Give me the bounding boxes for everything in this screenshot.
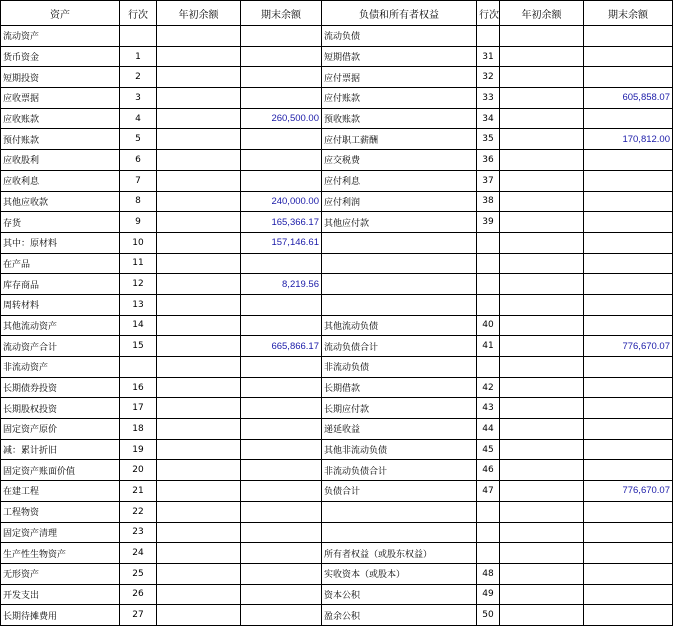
asset-label-cell[interactable]: 存货	[1, 212, 120, 233]
asset-ending-balance-cell[interactable]	[241, 419, 322, 440]
liability-label-cell[interactable]: 负债合计	[322, 481, 477, 502]
liability-beginning-balance-cell[interactable]	[500, 357, 584, 378]
table-row	[1, 357, 673, 378]
asset-row-number-cell[interactable]: 16	[120, 377, 157, 398]
asset-beginning-balance-cell[interactable]	[157, 46, 241, 67]
asset-label-cell[interactable]: 长期待摊费用	[1, 605, 120, 626]
liability-ending-balance-cell[interactable]	[584, 377, 673, 398]
liability-beginning-balance-cell[interactable]	[500, 232, 584, 253]
liability-ending-balance-cell[interactable]	[584, 294, 673, 315]
liability-ending-balance-cell[interactable]	[584, 563, 673, 584]
liability-beginning-balance-cell[interactable]	[500, 501, 584, 522]
liability-label-cell[interactable]: 非流动负债合计	[322, 460, 477, 481]
liability-row-number-cell[interactable]	[477, 232, 500, 253]
asset-ending-balance-cell[interactable]: 157,146.61	[241, 232, 322, 253]
liability-beginning-balance-cell[interactable]	[500, 26, 584, 47]
liability-label-cell[interactable]: 其他应付款	[322, 212, 477, 233]
liability-row-number-cell[interactable]: 38	[477, 191, 500, 212]
liability-ending-balance-cell[interactable]	[584, 315, 673, 336]
asset-label-cell[interactable]: 在建工程	[1, 481, 120, 502]
liability-label-cell[interactable]: 长期借款	[322, 377, 477, 398]
liability-ending-balance-cell[interactable]: 776,670.07	[584, 336, 673, 357]
liability-beginning-balance-cell[interactable]	[500, 253, 584, 274]
asset-label-cell[interactable]: 无形资产	[1, 563, 120, 584]
liability-ending-balance-cell[interactable]	[584, 584, 673, 605]
table-row	[1, 522, 673, 543]
header-row-number-2: 行次	[477, 1, 500, 26]
asset-row-number-cell[interactable]: 3	[120, 88, 157, 109]
asset-ending-balance-cell[interactable]: 665,866.17	[241, 336, 322, 357]
asset-beginning-balance-cell[interactable]	[157, 170, 241, 191]
asset-label-cell[interactable]: 长期债券投资	[1, 377, 120, 398]
liability-row-number-cell[interactable]: 35	[477, 129, 500, 150]
liability-beginning-balance-cell[interactable]	[500, 605, 584, 626]
asset-beginning-balance-cell[interactable]	[157, 605, 241, 626]
liability-beginning-balance-cell[interactable]	[500, 377, 584, 398]
asset-label-cell[interactable]: 其中：原材料	[1, 232, 120, 253]
liability-label-cell[interactable]: 其他非流动负债	[322, 439, 477, 460]
table-row	[1, 398, 673, 419]
asset-row-number-cell[interactable]: 14	[120, 315, 157, 336]
asset-beginning-balance-cell[interactable]	[157, 294, 241, 315]
liability-label-cell[interactable]	[322, 501, 477, 522]
liability-row-number-cell[interactable]: 48	[477, 563, 500, 584]
asset-ending-balance-cell[interactable]	[241, 26, 322, 47]
liability-ending-balance-cell[interactable]	[584, 232, 673, 253]
asset-ending-balance-cell[interactable]	[241, 150, 322, 171]
liability-ending-balance-cell[interactable]	[584, 419, 673, 440]
asset-label-cell[interactable]: 应收股利	[1, 150, 120, 171]
liability-row-number-cell[interactable]: 41	[477, 336, 500, 357]
liability-ending-balance-cell[interactable]	[584, 439, 673, 460]
table-row	[1, 67, 673, 88]
asset-row-number-cell[interactable]: 25	[120, 563, 157, 584]
table-row	[1, 460, 673, 481]
asset-label-cell[interactable]: 预付账款	[1, 129, 120, 150]
asset-ending-balance-cell[interactable]	[241, 522, 322, 543]
asset-ending-balance-cell[interactable]	[241, 315, 322, 336]
asset-label-cell[interactable]: 周转材料	[1, 294, 120, 315]
liability-beginning-balance-cell[interactable]	[500, 88, 584, 109]
asset-row-number-cell[interactable]: 11	[120, 253, 157, 274]
asset-ending-balance-cell[interactable]	[241, 481, 322, 502]
liability-label-cell[interactable]: 流动负债	[322, 26, 477, 47]
asset-ending-balance-cell[interactable]	[241, 398, 322, 419]
asset-ending-balance-cell[interactable]	[241, 563, 322, 584]
liability-beginning-balance-cell[interactable]	[500, 460, 584, 481]
liability-row-number-cell[interactable]: 33	[477, 88, 500, 109]
liability-ending-balance-cell[interactable]	[584, 150, 673, 171]
asset-row-number-cell[interactable]: 22	[120, 501, 157, 522]
liability-row-number-cell[interactable]: 45	[477, 439, 500, 460]
table-row	[1, 294, 673, 315]
liability-row-number-cell[interactable]: 34	[477, 108, 500, 129]
liability-ending-balance-cell[interactable]	[584, 212, 673, 233]
asset-beginning-balance-cell[interactable]	[157, 232, 241, 253]
liability-label-cell[interactable]: 非流动负债	[322, 357, 477, 378]
table-row	[1, 336, 673, 357]
asset-ending-balance-cell[interactable]	[241, 460, 322, 481]
asset-beginning-balance-cell[interactable]	[157, 129, 241, 150]
table-row	[1, 481, 673, 502]
liability-row-number-cell[interactable]: 44	[477, 419, 500, 440]
header-liabilities-equity: 负债和所有者权益	[322, 1, 477, 26]
asset-label-cell[interactable]: 其他流动资产	[1, 315, 120, 336]
liability-ending-balance-cell[interactable]	[584, 605, 673, 626]
liability-label-cell[interactable]: 应付利润	[322, 191, 477, 212]
liability-beginning-balance-cell[interactable]	[500, 170, 584, 191]
asset-label-cell[interactable]: 减：累计折旧	[1, 439, 120, 460]
liability-row-number-cell[interactable]: 50	[477, 605, 500, 626]
table-row	[1, 253, 673, 274]
liability-label-cell[interactable]: 长期应付款	[322, 398, 477, 419]
liability-beginning-balance-cell[interactable]	[500, 129, 584, 150]
liability-ending-balance-cell[interactable]	[584, 274, 673, 295]
liability-ending-balance-cell[interactable]: 170,812.00	[584, 129, 673, 150]
table-row	[1, 274, 673, 295]
table-row	[1, 315, 673, 336]
asset-label-cell[interactable]: 应收利息	[1, 170, 120, 191]
liability-row-number-cell[interactable]	[477, 26, 500, 47]
liability-row-number-cell[interactable]	[477, 253, 500, 274]
asset-row-number-cell[interactable]: 20	[120, 460, 157, 481]
asset-row-number-cell[interactable]: 5	[120, 129, 157, 150]
asset-row-number-cell[interactable]: 24	[120, 543, 157, 564]
liability-beginning-balance-cell[interactable]	[500, 67, 584, 88]
asset-row-number-cell[interactable]: 23	[120, 522, 157, 543]
liability-ending-balance-cell[interactable]	[584, 501, 673, 522]
asset-row-number-cell[interactable]: 19	[120, 439, 157, 460]
header-row-number: 行次	[120, 1, 157, 26]
asset-row-number-cell[interactable]	[120, 26, 157, 47]
liability-row-number-cell[interactable]	[477, 543, 500, 564]
table-body	[1, 26, 673, 626]
liability-label-cell[interactable]: 短期借款	[322, 46, 477, 67]
asset-ending-balance-cell[interactable]	[241, 584, 322, 605]
table-row	[1, 129, 673, 150]
asset-ending-balance-cell[interactable]: 8,219.56	[241, 274, 322, 295]
liability-beginning-balance-cell[interactable]	[500, 584, 584, 605]
table-row	[1, 439, 673, 460]
asset-beginning-balance-cell[interactable]	[157, 398, 241, 419]
liability-row-number-cell[interactable]: 43	[477, 398, 500, 419]
liability-row-number-cell[interactable]: 37	[477, 170, 500, 191]
liability-ending-balance-cell[interactable]	[584, 543, 673, 564]
asset-row-number-cell[interactable]: 12	[120, 274, 157, 295]
asset-row-number-cell[interactable]: 4	[120, 108, 157, 129]
liability-ending-balance-cell[interactable]	[584, 67, 673, 88]
asset-beginning-balance-cell[interactable]	[157, 191, 241, 212]
liability-ending-balance-cell[interactable]	[584, 191, 673, 212]
header-beginning-balance-2: 年初余额	[500, 1, 584, 26]
liability-label-cell[interactable]: 应付账款	[322, 88, 477, 109]
asset-beginning-balance-cell[interactable]	[157, 481, 241, 502]
asset-row-number-cell[interactable]: 1	[120, 46, 157, 67]
asset-ending-balance-cell[interactable]	[241, 88, 322, 109]
asset-row-number-cell[interactable]: 13	[120, 294, 157, 315]
liability-row-number-cell[interactable]	[477, 294, 500, 315]
asset-row-number-cell[interactable]: 6	[120, 150, 157, 171]
liability-beginning-balance-cell[interactable]	[500, 543, 584, 564]
asset-row-number-cell[interactable]: 26	[120, 584, 157, 605]
asset-beginning-balance-cell[interactable]	[157, 88, 241, 109]
liability-label-cell[interactable]: 实收资本（或股本）	[322, 563, 477, 584]
asset-ending-balance-cell[interactable]	[241, 377, 322, 398]
table-row	[1, 563, 673, 584]
asset-ending-balance-cell[interactable]	[241, 129, 322, 150]
asset-label-cell[interactable]: 应收账款	[1, 108, 120, 129]
asset-beginning-balance-cell[interactable]	[157, 543, 241, 564]
asset-beginning-balance-cell[interactable]	[157, 336, 241, 357]
table-row	[1, 150, 673, 171]
liability-beginning-balance-cell[interactable]	[500, 274, 584, 295]
liability-label-cell[interactable]	[322, 232, 477, 253]
asset-row-number-cell[interactable]: 21	[120, 481, 157, 502]
asset-ending-balance-cell[interactable]	[241, 253, 322, 274]
liability-row-number-cell[interactable]: 46	[477, 460, 500, 481]
asset-label-cell[interactable]: 应收票据	[1, 88, 120, 109]
liability-label-cell[interactable]: 递延收益	[322, 419, 477, 440]
header-row	[1, 1, 673, 26]
header-beginning-balance: 年初余额	[157, 1, 241, 26]
liability-label-cell[interactable]: 流动负债合计	[322, 336, 477, 357]
asset-label-cell[interactable]: 长期股权投资	[1, 398, 120, 419]
asset-ending-balance-cell[interactable]	[241, 294, 322, 315]
table-row	[1, 605, 673, 626]
asset-row-number-cell[interactable]	[120, 357, 157, 378]
liability-label-cell[interactable]: 应付职工薪酬	[322, 129, 477, 150]
liability-label-cell[interactable]	[322, 253, 477, 274]
liability-row-number-cell[interactable]: 42	[477, 377, 500, 398]
liability-label-cell[interactable]: 应付票据	[322, 67, 477, 88]
table-row	[1, 26, 673, 47]
asset-beginning-balance-cell[interactable]	[157, 150, 241, 171]
table-row	[1, 191, 673, 212]
liability-row-number-cell[interactable]	[477, 501, 500, 522]
liability-beginning-balance-cell[interactable]	[500, 150, 584, 171]
asset-beginning-balance-cell[interactable]	[157, 274, 241, 295]
asset-beginning-balance-cell[interactable]	[157, 522, 241, 543]
table-row	[1, 88, 673, 109]
asset-beginning-balance-cell[interactable]	[157, 584, 241, 605]
liability-ending-balance-cell[interactable]	[584, 357, 673, 378]
liability-label-cell[interactable]	[322, 294, 477, 315]
asset-label-cell[interactable]: 流动资产合计	[1, 336, 120, 357]
asset-label-cell[interactable]: 非流动资产	[1, 357, 120, 378]
liability-ending-balance-cell[interactable]: 776,670.07	[584, 481, 673, 502]
table-row	[1, 377, 673, 398]
asset-beginning-balance-cell[interactable]	[157, 460, 241, 481]
liability-row-number-cell[interactable]	[477, 522, 500, 543]
asset-ending-balance-cell[interactable]	[241, 46, 322, 67]
asset-ending-balance-cell[interactable]	[241, 501, 322, 522]
liability-beginning-balance-cell[interactable]	[500, 563, 584, 584]
asset-label-cell[interactable]: 在产品	[1, 253, 120, 274]
table-row	[1, 108, 673, 129]
liability-label-cell[interactable]: 其他流动负债	[322, 315, 477, 336]
table-row	[1, 543, 673, 564]
liability-ending-balance-cell[interactable]	[584, 108, 673, 129]
asset-ending-balance-cell[interactable]	[241, 543, 322, 564]
liability-beginning-balance-cell[interactable]	[500, 419, 584, 440]
liability-ending-balance-cell[interactable]	[584, 522, 673, 543]
table-row	[1, 46, 673, 67]
header-assets: 资产	[1, 1, 120, 26]
liability-ending-balance-cell[interactable]: 605,858.07	[584, 88, 673, 109]
asset-beginning-balance-cell[interactable]	[157, 108, 241, 129]
liability-label-cell[interactable]: 预收账款	[322, 108, 477, 129]
liability-ending-balance-cell[interactable]	[584, 398, 673, 419]
liability-beginning-balance-cell[interactable]	[500, 212, 584, 233]
liability-label-cell[interactable]	[322, 274, 477, 295]
liability-label-cell[interactable]: 应付利息	[322, 170, 477, 191]
asset-row-number-cell[interactable]: 18	[120, 419, 157, 440]
asset-label-cell[interactable]: 生产性生物资产	[1, 543, 120, 564]
header-ending-balance: 期末余额	[241, 1, 322, 26]
asset-beginning-balance-cell[interactable]	[157, 377, 241, 398]
asset-beginning-balance-cell[interactable]	[157, 26, 241, 47]
asset-label-cell[interactable]: 工程物资	[1, 501, 120, 522]
asset-row-number-cell[interactable]: 10	[120, 232, 157, 253]
header-ending-balance-2: 期末余额	[584, 1, 673, 26]
liability-label-cell[interactable]: 所有者权益（或股东权益）	[322, 543, 477, 564]
asset-ending-balance-cell[interactable]: 165,366.17	[241, 212, 322, 233]
liability-beginning-balance-cell[interactable]	[500, 315, 584, 336]
liability-beginning-balance-cell[interactable]	[500, 522, 584, 543]
liability-label-cell[interactable]	[322, 522, 477, 543]
table-row	[1, 232, 673, 253]
asset-row-number-cell[interactable]: 15	[120, 336, 157, 357]
liability-ending-balance-cell[interactable]	[584, 170, 673, 191]
liability-label-cell[interactable]: 应交税费	[322, 150, 477, 171]
asset-beginning-balance-cell[interactable]	[157, 563, 241, 584]
asset-label-cell[interactable]: 固定资产账面价值	[1, 460, 120, 481]
asset-ending-balance-cell[interactable]	[241, 357, 322, 378]
asset-label-cell[interactable]: 库存商品	[1, 274, 120, 295]
asset-beginning-balance-cell[interactable]	[157, 357, 241, 378]
asset-ending-balance-cell[interactable]	[241, 605, 322, 626]
asset-beginning-balance-cell[interactable]	[157, 419, 241, 440]
asset-label-cell[interactable]: 货币资金	[1, 46, 120, 67]
asset-beginning-balance-cell[interactable]	[157, 253, 241, 274]
liability-row-number-cell[interactable]: 47	[477, 481, 500, 502]
asset-ending-balance-cell[interactable]: 240,000.00	[241, 191, 322, 212]
liability-beginning-balance-cell[interactable]	[500, 108, 584, 129]
asset-row-number-cell[interactable]: 2	[120, 67, 157, 88]
table-row	[1, 501, 673, 522]
asset-ending-balance-cell[interactable]	[241, 439, 322, 460]
liability-row-number-cell[interactable]: 32	[477, 67, 500, 88]
asset-ending-balance-cell[interactable]: 260,500.00	[241, 108, 322, 129]
liability-row-number-cell[interactable]: 39	[477, 212, 500, 233]
liability-ending-balance-cell[interactable]	[584, 46, 673, 67]
liability-ending-balance-cell[interactable]	[584, 460, 673, 481]
asset-ending-balance-cell[interactable]	[241, 67, 322, 88]
liability-row-number-cell[interactable]: 31	[477, 46, 500, 67]
liability-ending-balance-cell[interactable]	[584, 26, 673, 47]
asset-row-number-cell[interactable]: 7	[120, 170, 157, 191]
asset-row-number-cell[interactable]: 27	[120, 605, 157, 626]
asset-ending-balance-cell[interactable]	[241, 170, 322, 191]
asset-label-cell[interactable]: 短期投资	[1, 67, 120, 88]
asset-row-number-cell[interactable]: 8	[120, 191, 157, 212]
asset-beginning-balance-cell[interactable]	[157, 315, 241, 336]
liability-beginning-balance-cell[interactable]	[500, 398, 584, 419]
asset-label-cell[interactable]: 其他应收款	[1, 191, 120, 212]
liability-row-number-cell[interactable]	[477, 357, 500, 378]
asset-label-cell[interactable]: 固定资产清理	[1, 522, 120, 543]
asset-beginning-balance-cell[interactable]	[157, 439, 241, 460]
asset-label-cell[interactable]: 固定资产原价	[1, 419, 120, 440]
asset-beginning-balance-cell[interactable]	[157, 212, 241, 233]
liability-row-number-cell[interactable]: 36	[477, 150, 500, 171]
table-row	[1, 584, 673, 605]
asset-beginning-balance-cell[interactable]	[157, 501, 241, 522]
table-row	[1, 212, 673, 233]
asset-label-cell[interactable]: 流动资产	[1, 26, 120, 47]
liability-beginning-balance-cell[interactable]	[500, 481, 584, 502]
liability-ending-balance-cell[interactable]	[584, 253, 673, 274]
liability-beginning-balance-cell[interactable]	[500, 336, 584, 357]
liability-label-cell[interactable]: 盈余公积	[322, 605, 477, 626]
liability-row-number-cell[interactable]: 40	[477, 315, 500, 336]
asset-beginning-balance-cell[interactable]	[157, 67, 241, 88]
liability-label-cell[interactable]: 资本公积	[322, 584, 477, 605]
asset-row-number-cell[interactable]: 9	[120, 212, 157, 233]
table-row	[1, 170, 673, 191]
liability-beginning-balance-cell[interactable]	[500, 46, 584, 67]
liability-row-number-cell[interactable]: 49	[477, 584, 500, 605]
liability-beginning-balance-cell[interactable]	[500, 191, 584, 212]
liability-row-number-cell[interactable]	[477, 274, 500, 295]
table-row	[1, 419, 673, 440]
liability-beginning-balance-cell[interactable]	[500, 439, 584, 460]
asset-label-cell[interactable]: 开发支出	[1, 584, 120, 605]
asset-row-number-cell[interactable]: 17	[120, 398, 157, 419]
liability-beginning-balance-cell[interactable]	[500, 294, 584, 315]
